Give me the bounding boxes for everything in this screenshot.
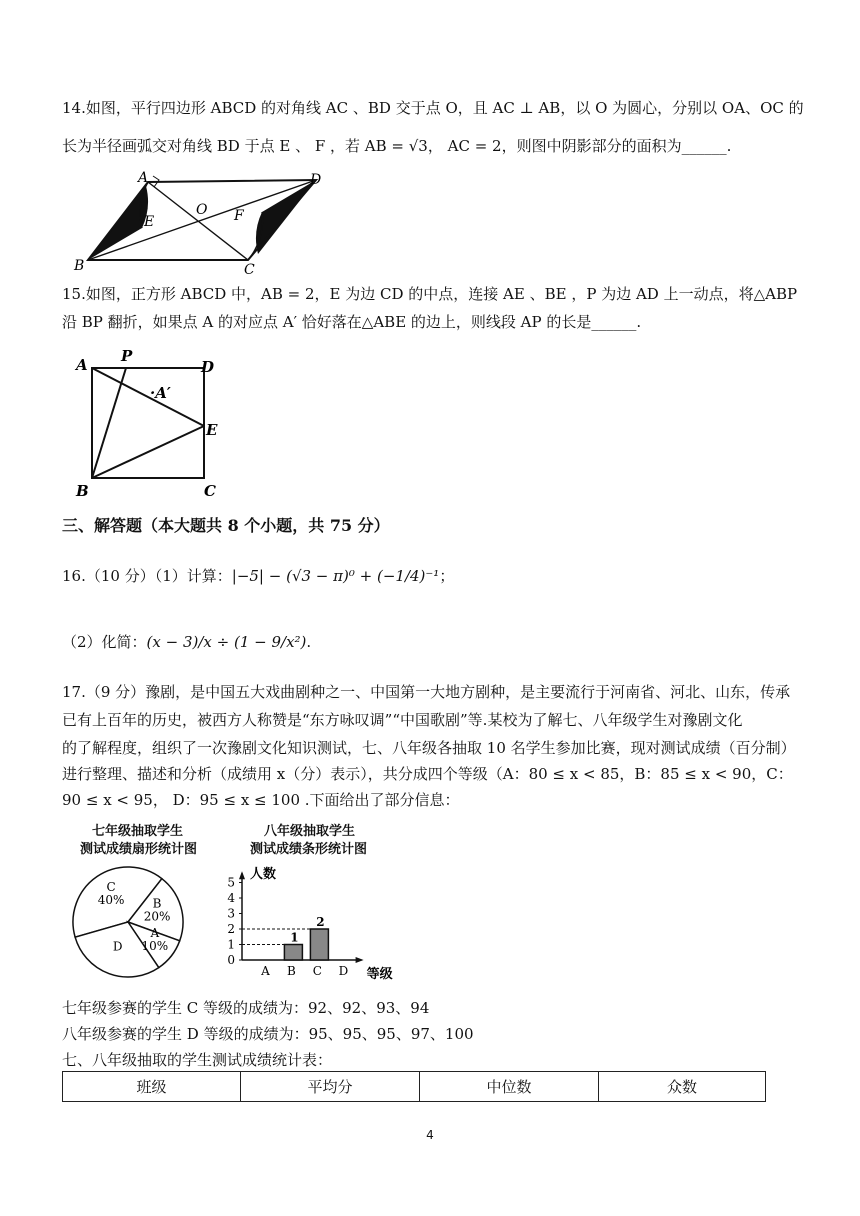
table-header-cell: 众数 xyxy=(599,1072,766,1102)
q16-part1-end: ； xyxy=(439,567,455,585)
segment-be xyxy=(92,426,204,478)
y-axis-label: 人数 xyxy=(250,866,277,882)
pie-label-b: B xyxy=(152,896,162,911)
q16-part2-prefix: （2）化简： xyxy=(62,633,147,651)
segment-ae xyxy=(92,368,204,426)
q17-line2: 已有上百年的历史，被西方人称赞是“东方咏叹调”“中国歌剧”等.某校为了解七、八年级学生对豫剧文化 xyxy=(62,711,743,729)
q14-line1: 14.如图，平行四边形 ABCD 的对角线 AC 、BD 交于点 O，且 AC ⊥ AB，以 O 为圆心，分别以 OA、OC 的 xyxy=(62,99,804,117)
pie-label-a: A xyxy=(150,925,160,940)
label-d: D xyxy=(310,172,322,188)
pie-chart-title-2: 测试成绩扇形统计图 xyxy=(80,842,198,857)
q15-line2: 沿 BP 翻折，如果点 A 的对应点 A′ 恰好落在△ABE 的边上，则线段 AP 的长是______. xyxy=(62,313,642,331)
label-d: D xyxy=(201,358,215,376)
q17-line5: 90 ≤ x < 95， D：95 ≤ x ≤ 100 .下面给出了部分信息： xyxy=(62,791,460,809)
bar-b xyxy=(284,945,302,961)
x-axis-label: 等级 xyxy=(366,967,393,982)
label-b: B xyxy=(74,258,85,274)
table-header-cell: 班级 xyxy=(63,1072,241,1102)
y-tick-label: 5 xyxy=(227,875,235,890)
q14-parallelogram-figure xyxy=(60,168,350,276)
label-a: A xyxy=(138,170,149,186)
bar-chart-title-2: 测试成绩条形统计图 xyxy=(250,842,368,857)
section-3-title: 三、解答题（本大题共 8 个小题，共 75 分） xyxy=(62,516,390,535)
pie-chart-title-1: 七年级抽取学生 xyxy=(92,824,184,839)
y-tick-label: 3 xyxy=(227,906,235,921)
y-axis-arrow xyxy=(239,871,245,879)
q17-info1: 七年级参赛的学生 C 等级的成绩为：92、92、93、94 xyxy=(62,999,430,1017)
bar-data-label: 1 xyxy=(290,930,299,945)
bar-data-label: 2 xyxy=(316,915,325,929)
x-tick-label: B xyxy=(286,964,296,978)
y-tick-label: 4 xyxy=(227,891,235,905)
y-tick-label: 1 xyxy=(227,937,235,952)
pie-label-b: 20% xyxy=(143,909,171,924)
label-a-prime: ·A′ xyxy=(150,384,171,402)
q17-line3: 的了解程度，组织了一次豫剧文化知识测试，七、八年级各抽取 10 名学生参加比赛，现对测试成绩（百分制） xyxy=(62,739,796,757)
bar-c xyxy=(310,929,328,960)
label-f: F xyxy=(234,208,244,224)
bar-chart-title-1: 八年级抽取学生 xyxy=(264,824,356,839)
q16-part2-end: . xyxy=(306,633,312,651)
pie-label-a: 10% xyxy=(141,938,169,953)
pie-label-d: D xyxy=(112,939,123,954)
q17-line4: 进行整理、描述和分析（成绩用 x（分）表示），共分成四个等级（A：80 ≤ x < 85，B：85 ≤ x < 90，C： xyxy=(62,765,793,783)
stats-table xyxy=(62,1071,766,1102)
label-b: B xyxy=(76,482,89,500)
label-a: A xyxy=(76,356,88,374)
q15-line1: 15.如图，正方形 ABCD 中，AB = 2，E 为边 CD 的中点，连接 AE 、BE ，P 为边 AD 上一动点，将△ABP xyxy=(62,285,798,303)
x-axis-arrow xyxy=(356,957,364,963)
q17-info3: 七、八年级抽取的学生测试成绩统计表： xyxy=(62,1051,333,1069)
q16-part2 xyxy=(62,632,311,652)
q17-info2: 八年级参赛的学生 D 等级的成绩为：95、95、95、97、100 xyxy=(62,1025,474,1043)
y-tick-label: 2 xyxy=(227,922,235,936)
table-header-row xyxy=(63,1072,766,1102)
q14-line2: 长为半径画弧交对角线 BD 于点 E 、 F ，若 AB = √3， AC = 2，则图中阴影部分的面积为______. xyxy=(62,137,732,155)
table-header-cell: 平均分 xyxy=(241,1072,420,1102)
q16-part2-expr: (x − 3)/x ÷ (1 − 9/x²) xyxy=(146,633,307,651)
q16-part1 xyxy=(62,566,454,586)
q15-square-figure xyxy=(70,346,230,504)
segment-bp xyxy=(92,368,126,478)
page-number: 4 xyxy=(426,1128,434,1142)
q16-part1-prefix: 16.（10 分）（1）计算： xyxy=(62,567,232,585)
pie-label-c: C xyxy=(106,879,116,894)
q16-part1-expr: |−5| − (√3 − π)⁰ + (−1/4)⁻¹ xyxy=(231,567,440,585)
q17-line1: 17.（9 分）豫剧，是中国五大戏曲剧种之一、中国第一大地方剧种，是主要流行于河南省、河北、山东，传承 xyxy=(62,683,791,701)
bar-chart xyxy=(222,858,412,983)
x-tick-label: A xyxy=(261,964,270,978)
x-tick-label: D xyxy=(338,964,349,978)
label-c: C xyxy=(244,262,255,276)
x-tick-label: C xyxy=(312,964,322,978)
label-p: P xyxy=(121,347,133,365)
table-header-cell: 中位数 xyxy=(420,1072,599,1102)
label-c: C xyxy=(204,482,216,500)
pie-chart xyxy=(70,860,190,985)
label-e: E xyxy=(144,214,155,230)
label-e: E xyxy=(206,421,218,439)
label-o: O xyxy=(196,202,208,218)
y-tick-label: 0 xyxy=(227,953,235,967)
pie-label-c: 40% xyxy=(97,892,125,907)
